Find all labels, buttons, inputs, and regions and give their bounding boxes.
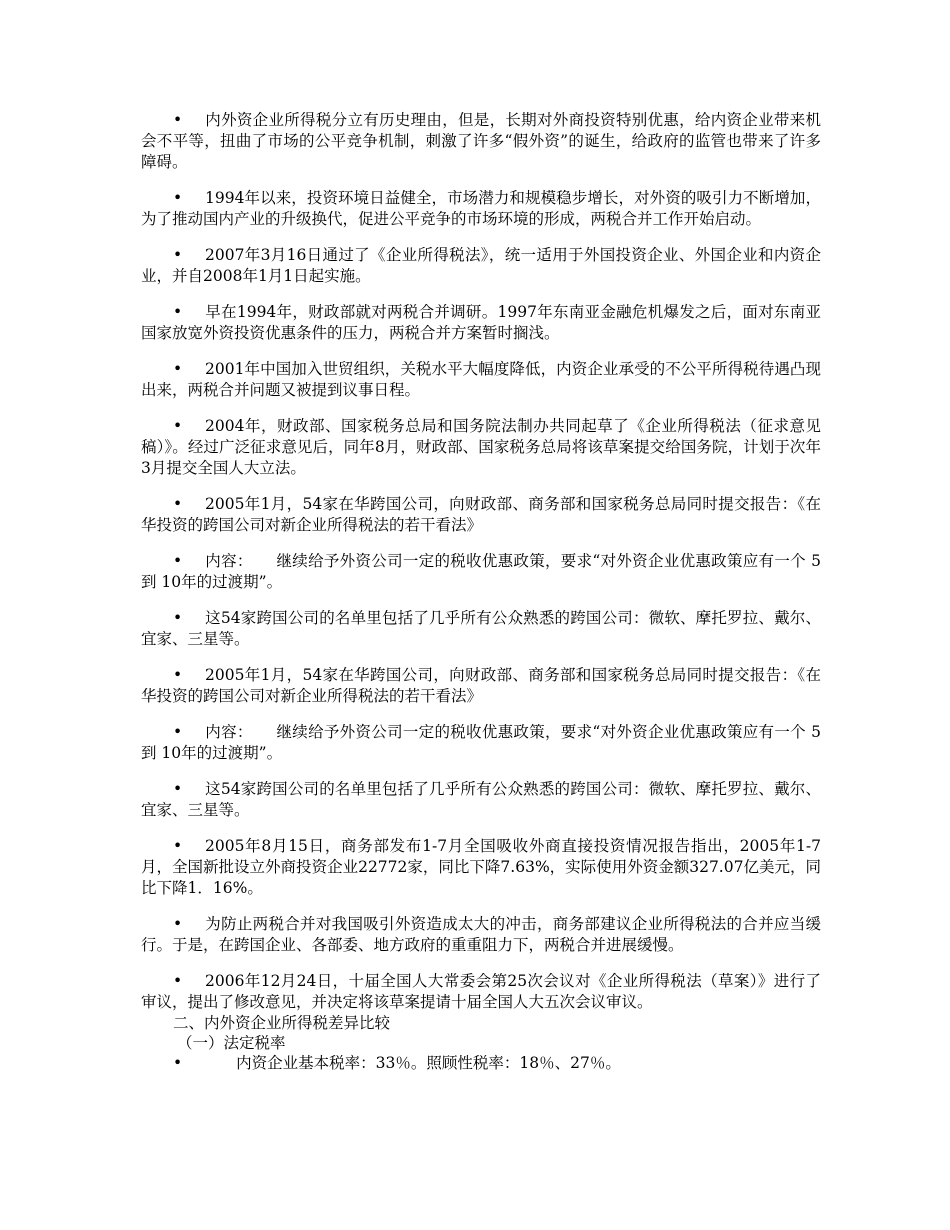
paragraph-text: 2005年8月15日，商务部发布1-7月全国吸收外商直接投资情况报告指出，2005年1-7月，全国新批设立外商投资企业22772家，同比下降7.63%，实际使用外资金额327.07亿美元，同比下降1．16%。 <box>141 837 821 897</box>
bullet-paragraph-11 <box>141 722 821 764</box>
bullet-paragraph-14 <box>141 914 821 956</box>
paragraph-text: 2001年中国加入世贸组织，关税水平大幅度降低，内资企业承受的不公平所得税待遇凸现出来，两税合并问题又被提到议事日程。 <box>141 360 821 399</box>
bullet-paragraph-6 <box>141 416 821 479</box>
bullet-icon: • <box>173 972 183 990</box>
bullet-icon: • <box>173 666 183 684</box>
bullet-paragraph-13 <box>141 836 821 899</box>
bullet-icon: • <box>173 189 183 207</box>
bullet-paragraph-3 <box>141 245 821 287</box>
bullet-icon: • <box>173 552 183 570</box>
bullet-paragraph-9 <box>141 608 821 650</box>
paragraph-text: 2007年3月16日通过了《企业所得税法》，统一适用于外国投资企业、外国企业和内资企业，并自2008年1月1日起实施。 <box>141 246 821 285</box>
bullet-icon: • <box>173 417 183 435</box>
bullet-paragraph-1 <box>141 110 821 173</box>
paragraph-text: 1994年以来，投资环境日益健全，市场潜力和规模稳步增长，对外资的吸引力不断增加，为了推动国内产业的升级换代，促进公平竞争的市场环境的形成，两税合并工作开始启动。 <box>141 189 821 228</box>
bullet-paragraph-5 <box>141 359 821 401</box>
bullet-paragraph-12 <box>141 779 821 821</box>
bullet-paragraph-15 <box>141 971 821 1013</box>
bullet-paragraph-8 <box>141 551 821 593</box>
subsection-heading: （一）法定税率 <box>177 1034 286 1052</box>
bullet-icon: • <box>173 1054 183 1072</box>
document-body <box>141 110 821 1073</box>
paragraph-text: 这54家跨国公司的名单里包括了几乎所有公众熟悉的跨国公司：微软、摩托罗拉、戴尔、宜家、三星等。 <box>141 609 821 648</box>
bullet-icon: • <box>173 303 183 321</box>
rate-item-text: 内资企业基本税率：33％。照顾性税率：18％、27％。 <box>236 1054 621 1072</box>
bullet-icon: • <box>173 246 183 264</box>
bullet-icon: • <box>173 495 183 513</box>
paragraph-text: 2006年12月24日，十届全国人大常委会第25次会议对《企业所得税法（草案）》进行了审议，提出了修改意见，并决定将该草案提请十届全国人大五次会议审议。 <box>141 972 821 1011</box>
paragraph-text: 早在1994年，财政部就对两税合并调研。1997年东南亚金融危机爆发之后，面对东南亚国家放宽外资投资优惠条件的压力，两税合并方案暂时搁浅。 <box>141 303 821 342</box>
bullet-paragraph-4 <box>141 302 821 344</box>
paragraph-text: 内外资企业所得税分立有历史理由，但是，长期对外商投资特别优惠，给内资企业带来机会不平等，扭曲了市场的公平竞争机制，刺激了许多“假外资”的诞生，给政府的监管也带来了许多障碍。 <box>141 111 821 171</box>
paragraph-text: 内容： 继续给予外资公司一定的税收优惠政策，要求“对外资企业优惠政策应有一个 5到 10年的过渡期”。 <box>141 552 821 591</box>
bullet-icon: • <box>173 609 183 627</box>
paragraph-text: 内容： 继续给予外资公司一定的税收优惠政策，要求“对外资企业优惠政策应有一个 5到 10年的过渡期”。 <box>141 723 821 762</box>
bullet-icon: • <box>173 723 183 741</box>
paragraph-text: 2004年，财政部、国家税务总局和国务院法制办共同起草了《企业所得税法（征求意见稿）》。经过广泛征求意见后，同年8月，财政部、国家税务总局将该草案提交给国务院，计划于次年3月提交全国人大立法。 <box>141 417 821 477</box>
bullet-icon: • <box>173 915 183 933</box>
bullet-paragraph-7 <box>141 494 821 536</box>
bullet-paragraph-10 <box>141 665 821 707</box>
paragraph-text: 2005年1月，54家在华跨国公司，向财政部、商务部和国家税务总局同时提交报告：《在华投资的跨国公司对新企业所得税法的若干看法》 <box>141 666 821 705</box>
section-heading: 二、内外资企业所得税差异比较 <box>173 1014 391 1032</box>
paragraph-text: 为防止两税合并对我国吸引外资造成太大的冲击，商务部建议企业所得税法的合并应当缓行。于是，在跨国企业、各部委、地方政府的重重阻力下，两税合并进展缓慢。 <box>141 915 821 954</box>
paragraph-text: 2005年1月，54家在华跨国公司，向财政部、商务部和国家税务总局同时提交报告：《在华投资的跨国公司对新企业所得税法的若干看法》 <box>141 495 821 534</box>
bullet-icon: • <box>173 780 183 798</box>
bullet-icon: • <box>173 837 183 855</box>
paragraph-text: 这54家跨国公司的名单里包括了几乎所有公众熟悉的跨国公司：微软、摩托罗拉、戴尔、宜家、三星等。 <box>141 780 821 819</box>
rate-bullet-item <box>141 1053 821 1073</box>
bullet-icon: • <box>173 111 183 129</box>
bullet-paragraph-2 <box>141 188 821 230</box>
bullet-icon: • <box>173 360 183 378</box>
